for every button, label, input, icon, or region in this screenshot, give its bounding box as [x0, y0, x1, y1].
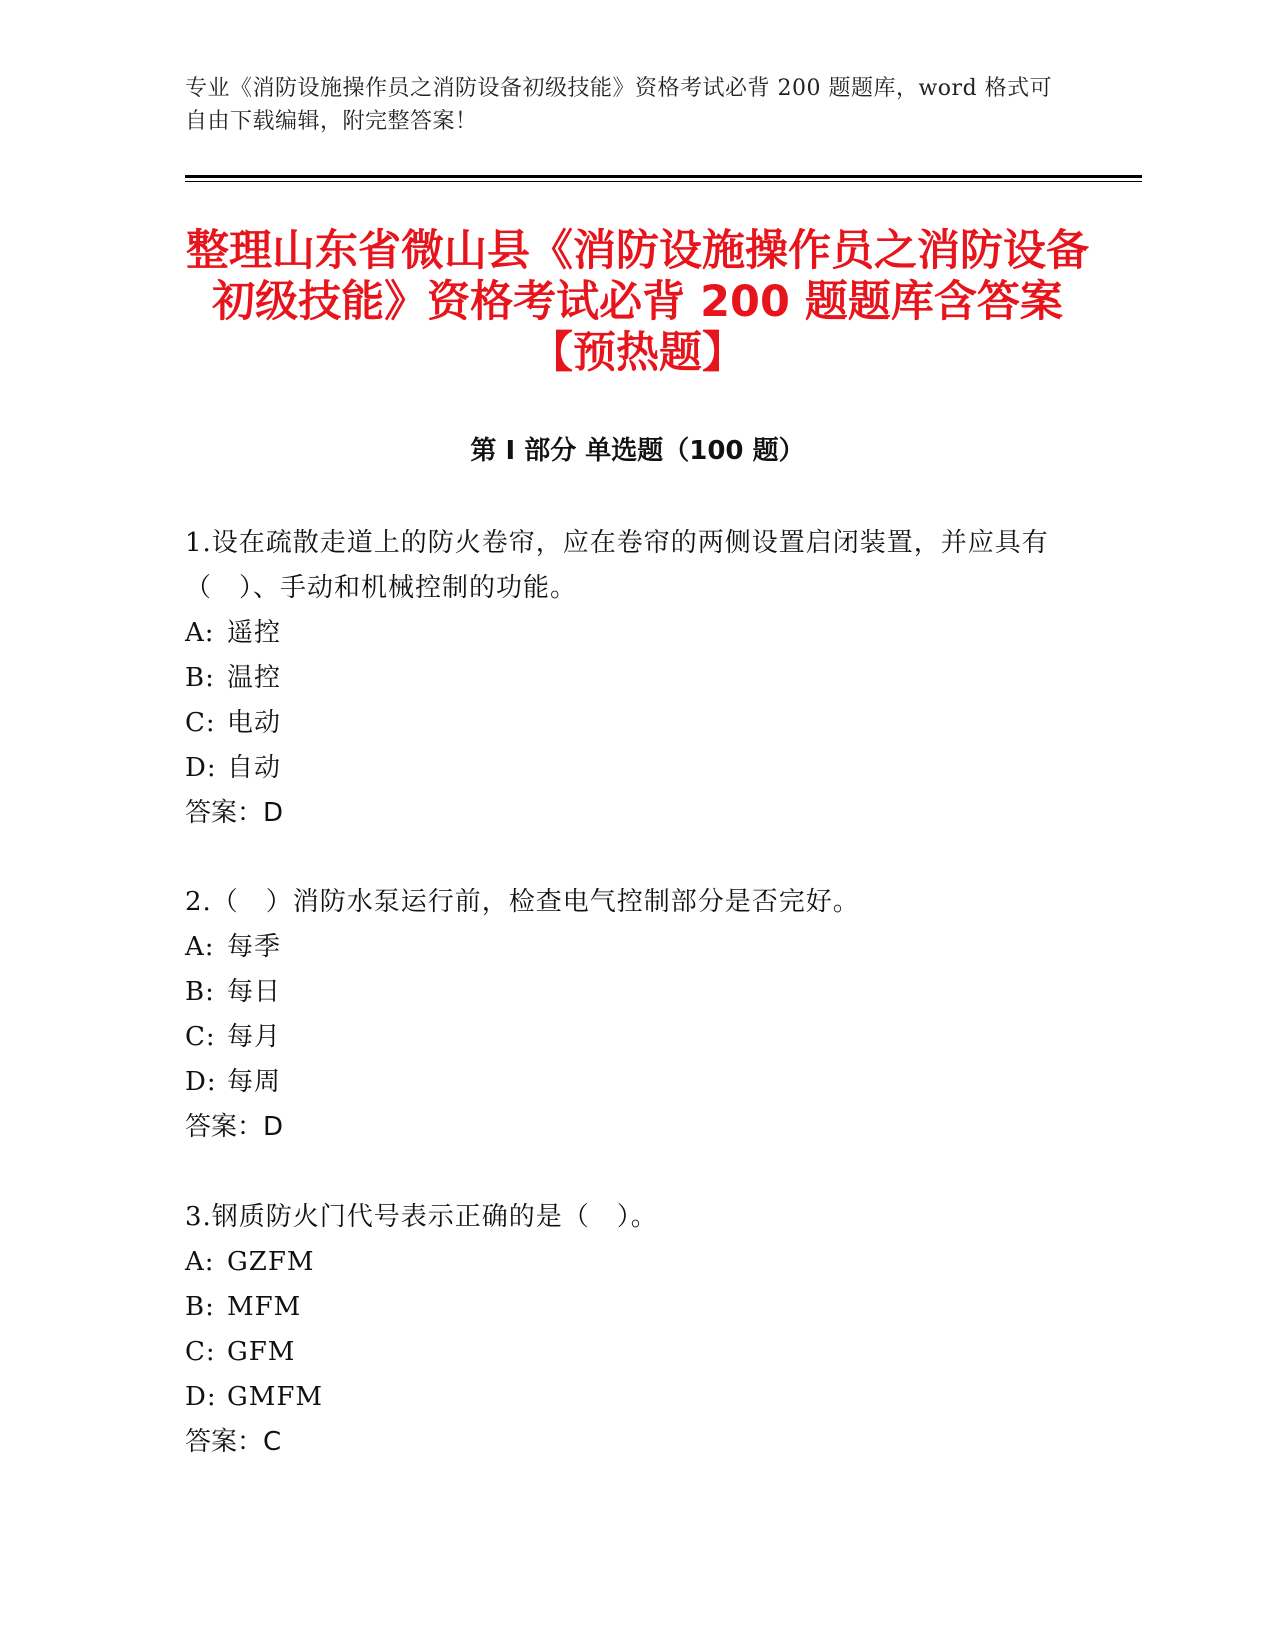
question-1	[185, 521, 1055, 836]
option-a	[185, 611, 1055, 656]
option-c	[185, 701, 1055, 746]
option-b	[185, 970, 1055, 1015]
option-text: 每季	[227, 932, 282, 962]
header-rule-thick	[185, 175, 1142, 178]
option-letter: B:	[185, 977, 215, 1007]
option-a	[185, 1240, 1055, 1285]
header-rule-thin	[185, 181, 1142, 182]
question-stem: 2.（ ）消防水泵运行前，检查电气控制部分是否完好。	[185, 887, 860, 917]
option-b	[185, 1285, 1055, 1330]
option-letter: C:	[185, 1337, 216, 1367]
option-letter: D:	[185, 1382, 217, 1412]
option-text: 遥控	[227, 618, 282, 648]
question-3	[185, 1195, 1055, 1465]
option-d	[185, 1060, 1055, 1105]
option-letter: D:	[185, 1067, 217, 1097]
option-letter: C:	[185, 708, 216, 738]
option-text: 每月	[227, 1022, 282, 1052]
option-text: GZFM	[227, 1247, 315, 1277]
option-b	[185, 656, 1055, 701]
header-note: 专业《消防设施操作员之消防设备初级技能》资格考试必背 200 题题库，word 格式可自由下载编辑，附完整答案！	[185, 76, 1053, 134]
option-text: 电动	[227, 708, 282, 738]
option-d	[185, 1375, 1055, 1420]
question-stem: 1.设在疏散走道上的防火卷帘，应在卷帘的两侧设置启闭装置，并应具有（ ）、手动和机械控制的功能。	[185, 528, 1049, 603]
option-letter: C:	[185, 1022, 216, 1052]
option-letter: B:	[185, 663, 215, 693]
option-text: GMFM	[227, 1382, 324, 1412]
option-letter: A:	[185, 1247, 215, 1277]
document-title: 整理山东省微山县《消防设施操作员之消防设备初级技能》资格考试必背 200 题题库含答案【预热题】	[186, 226, 1089, 378]
option-d	[185, 746, 1055, 791]
option-c	[185, 1330, 1055, 1375]
option-text: 每周	[227, 1067, 282, 1097]
option-letter: A:	[185, 932, 215, 962]
option-letter: D:	[185, 753, 217, 783]
question-2	[185, 880, 1055, 1150]
option-letter: B:	[185, 1292, 215, 1322]
answer-line: 答案：D	[185, 1112, 284, 1142]
option-text: 每日	[227, 977, 282, 1007]
option-text: 自动	[227, 753, 282, 783]
option-text: GFM	[227, 1337, 296, 1367]
option-letter: A:	[185, 618, 215, 648]
answer-line: 答案：C	[185, 1427, 282, 1457]
section-title: 第 I 部分 单选题（100 题）	[470, 436, 805, 466]
question-stem: 3.钢质防火门代号表示正确的是（ ）。	[185, 1202, 658, 1232]
option-text: MFM	[227, 1292, 302, 1322]
option-a	[185, 925, 1055, 970]
answer-line: 答案：D	[185, 798, 284, 828]
option-text: 温控	[227, 663, 282, 693]
option-c	[185, 1015, 1055, 1060]
